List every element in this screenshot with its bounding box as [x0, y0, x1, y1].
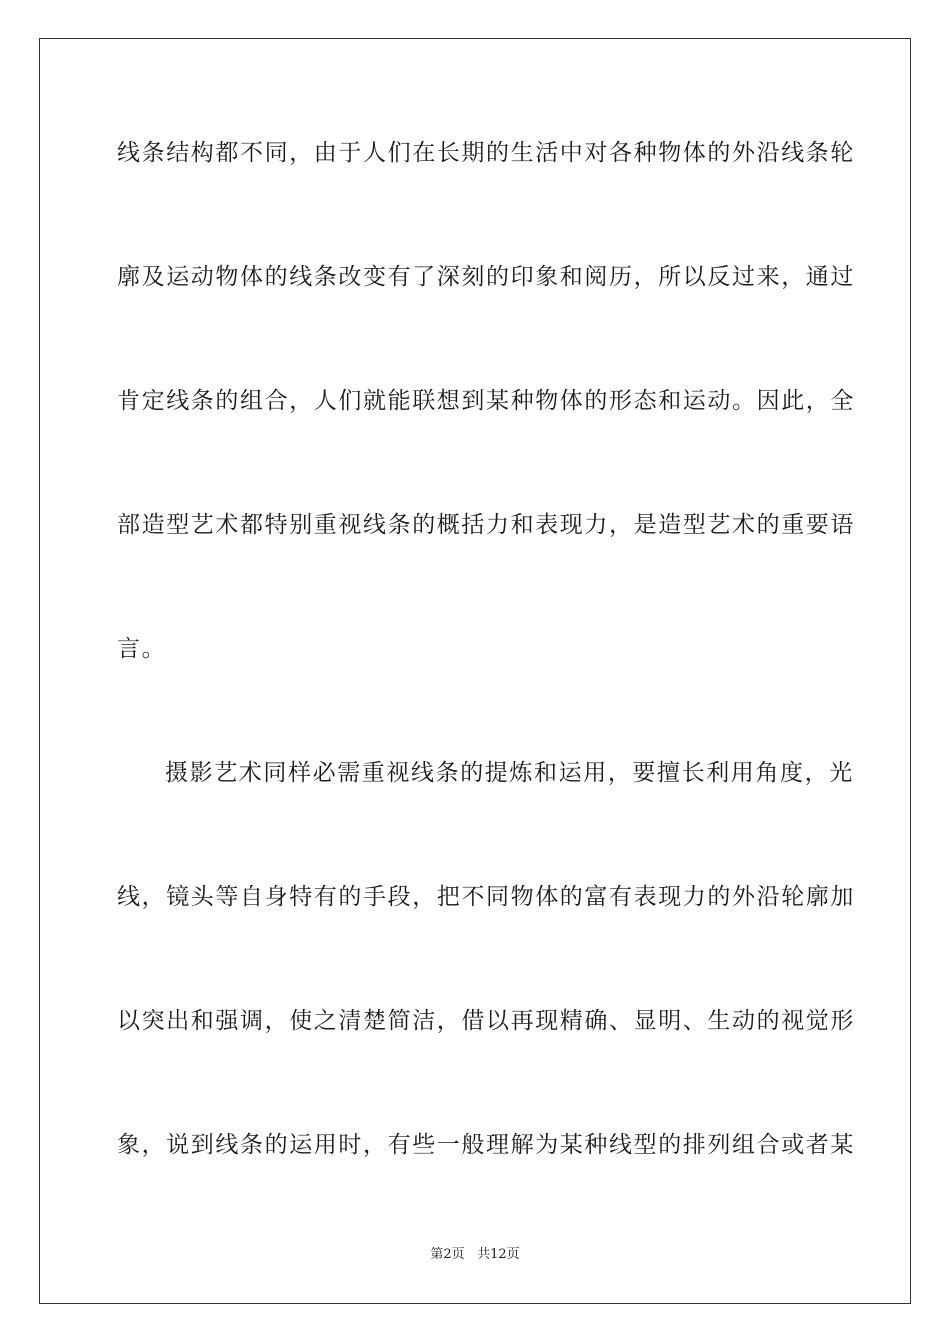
text-line-6: 摄影艺术同样必需重视线条的提炼和运用，要擅长利用角度，光	[165, 760, 854, 786]
page-total: 共12页	[477, 1247, 520, 1262]
page-number: 第2页	[430, 1247, 465, 1262]
text-line-1: 线条结构都不同，由于人们在长期的生活中对各种物体的外沿线条轮	[117, 140, 855, 166]
text-line-5: 言。	[117, 636, 167, 662]
text-line-8: 以突出和强调，使之清楚简洁，借以再现精确、显明、生动的视觉形	[117, 1008, 855, 1034]
page-frame	[39, 38, 911, 1304]
text-line-7: 线，镜头等自身特有的手段，把不同物体的富有表现力的外沿轮廓加	[117, 884, 855, 910]
text-line-4: 部造型艺术都特别重视线条的概括力和表现力，是造型艺术的重要语	[117, 512, 855, 538]
text-line-2: 廓及运动物体的线条改变有了深刻的印象和阅历，所以反过来，通过	[117, 264, 855, 290]
text-line-3: 肯定线条的组合，人们就能联想到某种物体的形态和运动。因此，全	[117, 388, 855, 414]
page-footer	[0, 1246, 950, 1264]
text-line-9: 象，说到线条的运用时，有些一般理解为某种线型的排列组合或者某	[117, 1132, 855, 1158]
